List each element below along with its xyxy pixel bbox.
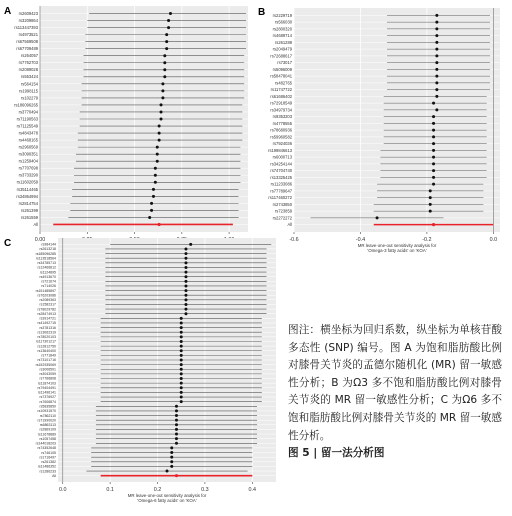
estimate-point bbox=[163, 54, 166, 57]
x-tick-label: 0.4 bbox=[248, 487, 257, 493]
snp-label: rs73017 bbox=[277, 60, 292, 66]
snp-label: rs12466812 bbox=[37, 265, 56, 270]
estimate-point bbox=[435, 48, 438, 51]
estimate-point bbox=[180, 396, 183, 399]
snp-label: rs73101716 bbox=[37, 358, 56, 363]
snp-label: rs35114465 bbox=[16, 186, 38, 192]
snp-label: rs113447393 bbox=[14, 25, 38, 31]
estimate-point bbox=[165, 47, 168, 50]
snp-label: rs553424 bbox=[20, 74, 38, 80]
snp-label: rs10931570 bbox=[37, 409, 56, 414]
all-estimate-point bbox=[158, 223, 161, 226]
estimate-point bbox=[376, 216, 379, 219]
snp-label: rs71990020 bbox=[37, 418, 56, 423]
all-label: All bbox=[52, 473, 56, 478]
estimate-point bbox=[435, 88, 438, 91]
snp-label: rs3781316 bbox=[39, 325, 56, 330]
estimate-point bbox=[170, 446, 173, 449]
snp-label: rs152935069 bbox=[35, 362, 56, 367]
estimate-point bbox=[429, 210, 432, 213]
snp-label: rs2613218 bbox=[39, 247, 56, 252]
snp-label: rs59960582 bbox=[270, 134, 292, 140]
snp-label: rs3209864 bbox=[18, 17, 38, 23]
panel-c-forest-plot bbox=[4, 238, 276, 503]
estimate-point bbox=[435, 95, 438, 98]
x-axis-title: 'Omega-3 fatty acids' on 'KOA' bbox=[367, 248, 427, 254]
snp-label: rs13325425 bbox=[270, 174, 292, 180]
x-tick-label: 0.0 bbox=[489, 237, 498, 243]
all-label: All bbox=[287, 222, 292, 228]
all-estimate-point bbox=[175, 474, 178, 477]
estimate-point bbox=[429, 196, 432, 199]
snp-label: rs6000713 bbox=[272, 154, 292, 160]
snp-label: rs34785713 bbox=[37, 261, 56, 266]
snp-label: rs2609423 bbox=[18, 10, 38, 16]
estimate-point bbox=[175, 442, 178, 445]
estimate-point bbox=[184, 261, 187, 264]
estimate-point bbox=[170, 460, 173, 463]
estimate-point bbox=[432, 162, 435, 165]
estimate-point bbox=[432, 129, 435, 132]
caption-figure-title: 图 5 | 留一法分析图 bbox=[288, 447, 385, 460]
estimate-point bbox=[165, 40, 168, 43]
estimate-point bbox=[435, 81, 438, 84]
snp-label: rs721674 bbox=[41, 279, 56, 284]
estimate-point bbox=[154, 174, 157, 177]
panel-letter: A bbox=[4, 6, 12, 17]
estimate-point bbox=[180, 368, 183, 371]
estimate-point bbox=[435, 34, 438, 37]
snp-label: rs714026 bbox=[41, 284, 56, 289]
snp-label: rs102279 bbox=[20, 95, 38, 101]
estimate-point bbox=[184, 303, 187, 306]
snp-label: rs2800320 bbox=[272, 26, 292, 32]
snp-label: rs61686402 bbox=[270, 93, 292, 99]
snp-label: rs151485897 bbox=[35, 288, 56, 293]
estimate-point bbox=[150, 202, 153, 205]
snp-label: rs564154 bbox=[20, 81, 38, 87]
snp-label: rs3043059 bbox=[39, 372, 56, 377]
snp-label: rs1259404 bbox=[18, 158, 38, 164]
caption-body: 图注：横坐标为回归系数，纵坐标为单核苷酸多态性 (SNP) 编号。图 A 为饱和脂肪酸比例对膝骨关节炎的孟德尔随机化 (MR) 留一敏感性分析；B 为Ω3 多不饱和脂肪酸比例对膝骨关节炎的 MR 留一敏感性分析；C 为Ω6 多不饱和脂肪酸比例对膝骨关节炎的 MR 留一敏感性分析。 bbox=[288, 324, 502, 442]
x-tick-label: -0.4 bbox=[355, 237, 366, 243]
snp-label: rs7766808 bbox=[39, 376, 56, 381]
snp-label: rs113518564 bbox=[35, 256, 56, 261]
snp-label: rs186096265 bbox=[14, 102, 38, 108]
snp-label: rs7707698 bbox=[18, 165, 38, 171]
snp-label: rs74704740 bbox=[270, 168, 292, 174]
x-axis-title: MR leave-one-out sensitivity analysis for bbox=[127, 493, 207, 498]
snp-label: rs261399 bbox=[20, 207, 38, 213]
snp-label: rs76203086 bbox=[37, 293, 56, 298]
x-tick-label: -0.6 bbox=[289, 237, 299, 243]
estimate-point bbox=[432, 176, 435, 179]
estimate-point bbox=[156, 160, 159, 163]
estimate-point bbox=[180, 326, 183, 329]
snp-label: rs1582317 bbox=[39, 302, 56, 307]
snp-label: rs2049479 bbox=[272, 46, 292, 52]
plot-background bbox=[294, 8, 500, 232]
snp-label: rs3770494 bbox=[18, 109, 38, 115]
snp-label: rs11874103 bbox=[37, 381, 56, 386]
estimate-point bbox=[435, 41, 438, 44]
estimate-point bbox=[184, 252, 187, 255]
estimate-point bbox=[175, 414, 178, 417]
estimate-point bbox=[169, 12, 172, 15]
snp-label: rs34979734 bbox=[270, 107, 292, 113]
estimate-point bbox=[180, 377, 183, 380]
snp-label: rs199846613 bbox=[268, 147, 292, 153]
snp-label: rs117460272 bbox=[268, 195, 292, 201]
snp-label: rs2869109 bbox=[39, 427, 56, 432]
snp-label: rs79404491 bbox=[37, 385, 56, 390]
estimate-point bbox=[148, 216, 151, 219]
estimate-point bbox=[184, 247, 187, 250]
estimate-point bbox=[170, 451, 173, 454]
snp-label: rs72918549 bbox=[270, 100, 292, 106]
panel-letter: C bbox=[4, 238, 12, 249]
snp-label: rs11496141 bbox=[37, 390, 56, 395]
x-tick-label: 0.1 bbox=[106, 487, 114, 493]
snp-label: rs41492715 bbox=[37, 321, 56, 326]
snp-label: rs2960569 bbox=[18, 144, 38, 150]
snp-label: rs71190563 bbox=[16, 116, 38, 122]
snp-label: rs984144 bbox=[41, 242, 56, 247]
snp-label: rs1057458 bbox=[39, 436, 56, 441]
snp-label: rs11747722 bbox=[270, 87, 292, 93]
snp-label: rs261289 bbox=[274, 39, 292, 45]
estimate-point bbox=[432, 149, 435, 152]
estimate-point bbox=[175, 437, 178, 440]
snp-label: rs2814754 bbox=[18, 200, 38, 206]
snp-label: rs67569508 bbox=[16, 39, 38, 45]
snp-label: rs723859 bbox=[274, 208, 292, 214]
estimate-point bbox=[184, 275, 187, 278]
snp-label: rs144018203 bbox=[35, 441, 56, 446]
estimate-point bbox=[432, 156, 435, 159]
estimate-point bbox=[432, 115, 435, 118]
snp-label: rs78029782 bbox=[37, 307, 56, 312]
estimate-point bbox=[175, 428, 178, 431]
snp-label: rs34864994 bbox=[16, 193, 38, 199]
snp-label: rs2743850 bbox=[272, 201, 292, 207]
estimate-point bbox=[152, 188, 155, 191]
x-tick-label: 0.00 bbox=[34, 237, 46, 243]
snp-label: rs2229719 bbox=[272, 12, 292, 18]
x-tick-label: 0.0 bbox=[58, 487, 67, 493]
snp-label: rs1716497 bbox=[39, 455, 56, 460]
snp-label: rs5835850 bbox=[39, 404, 56, 409]
estimate-point bbox=[163, 61, 166, 64]
snp-label: rs2272272 bbox=[272, 215, 292, 221]
estimate-point bbox=[161, 96, 164, 99]
estimate-point bbox=[180, 349, 183, 352]
estimate-point bbox=[180, 345, 183, 348]
snp-label: rs7376927 bbox=[39, 395, 56, 400]
estimate-point bbox=[165, 33, 168, 36]
snp-label: rs7862110 bbox=[39, 413, 56, 418]
snp-label: rs1286233 bbox=[39, 469, 56, 474]
estimate-point bbox=[435, 75, 438, 78]
x-tick-label: -0.2 bbox=[422, 237, 432, 243]
estimate-point bbox=[429, 189, 432, 192]
snp-label: rs9353203 bbox=[272, 114, 292, 120]
estimate-point bbox=[154, 181, 157, 184]
snp-label: rs4468165 bbox=[18, 137, 38, 143]
x-axis-title: 'Omega-6 fatty acids' on 'KOA' bbox=[137, 498, 197, 504]
estimate-point bbox=[175, 433, 178, 436]
x-axis-title: MR leave-one-out sensitivity analysis for bbox=[357, 243, 437, 248]
estimate-point bbox=[180, 372, 183, 375]
estimate-point bbox=[170, 465, 173, 468]
snp-label: rs185096285 bbox=[35, 251, 56, 256]
estimate-point bbox=[432, 142, 435, 145]
estimate-point bbox=[180, 400, 183, 403]
snp-label: rs264057 bbox=[20, 53, 38, 59]
estimate-point bbox=[189, 243, 192, 246]
estimate-point bbox=[184, 266, 187, 269]
snp-label: rs3006501 bbox=[39, 367, 56, 372]
estimate-point bbox=[158, 132, 161, 135]
estimate-point bbox=[156, 146, 159, 149]
estimate-point bbox=[435, 108, 438, 111]
estimate-point bbox=[175, 423, 178, 426]
snp-label: rs67709489 bbox=[16, 46, 38, 52]
snp-label: rs2089363 bbox=[39, 298, 56, 303]
estimate-point bbox=[163, 75, 166, 78]
estimate-point bbox=[170, 456, 173, 459]
snp-label: rs771849 bbox=[41, 353, 56, 358]
estimate-point bbox=[158, 139, 161, 142]
estimate-point bbox=[180, 359, 183, 362]
snp-label: rs4778555 bbox=[272, 120, 292, 126]
estimate-point bbox=[175, 419, 178, 422]
estimate-point bbox=[180, 382, 183, 385]
snp-label: rs13640400 bbox=[37, 348, 56, 353]
x-tick-label: 0.2 bbox=[153, 487, 162, 493]
estimate-point bbox=[180, 363, 183, 366]
estimate-point bbox=[180, 335, 183, 338]
snp-label: rs3914721 bbox=[39, 316, 56, 321]
estimate-point bbox=[184, 284, 187, 287]
snp-label: rs28474913 bbox=[37, 311, 56, 316]
snp-label: rs5096009 bbox=[272, 66, 292, 72]
estimate-point bbox=[160, 110, 163, 113]
snp-label: rs77789647 bbox=[270, 188, 292, 194]
snp-label: rs7606874 bbox=[39, 399, 56, 404]
snp-label: rs1124895 bbox=[39, 270, 56, 275]
snp-label: rs78680936 bbox=[270, 127, 292, 133]
snp-label: rs11602059 bbox=[16, 179, 38, 185]
snp-label: rs12812750 bbox=[37, 344, 56, 349]
snp-label: rs7924036 bbox=[272, 141, 292, 147]
snp-label: rs13062319 bbox=[37, 330, 56, 335]
estimate-point bbox=[158, 125, 161, 128]
estimate-point bbox=[432, 122, 435, 125]
estimate-point bbox=[180, 331, 183, 334]
snp-label: rs261559 bbox=[20, 214, 38, 220]
snp-label: rs3733290 bbox=[18, 172, 38, 178]
panel-a-forest-plot bbox=[4, 6, 248, 253]
estimate-point bbox=[180, 321, 183, 324]
all-label: All bbox=[33, 221, 38, 227]
snp-label: rs566030 bbox=[274, 19, 292, 25]
estimate-point bbox=[435, 68, 438, 71]
estimate-point bbox=[435, 27, 438, 30]
all-estimate-point bbox=[432, 223, 435, 226]
estimate-point bbox=[435, 21, 438, 24]
estimate-point bbox=[435, 54, 438, 57]
estimate-point bbox=[184, 289, 187, 292]
snp-label: rs2089028 bbox=[18, 67, 38, 73]
estimate-point bbox=[180, 391, 183, 394]
estimate-point bbox=[180, 317, 183, 320]
estimate-point bbox=[184, 280, 187, 283]
estimate-point bbox=[175, 405, 178, 408]
snp-label: rs482765 bbox=[274, 80, 292, 86]
estimate-point bbox=[156, 153, 159, 156]
snp-label: rs4843478 bbox=[18, 130, 38, 136]
snp-label: rs71125549 bbox=[16, 123, 38, 129]
estimate-point bbox=[175, 409, 178, 412]
estimate-point bbox=[435, 61, 438, 64]
snp-label: rs34254144 bbox=[270, 161, 292, 167]
estimate-point bbox=[432, 169, 435, 172]
estimate-point bbox=[184, 294, 187, 297]
snp-label: rs11233086 bbox=[270, 181, 292, 187]
estimate-point bbox=[435, 14, 438, 17]
estimate-point bbox=[161, 89, 164, 92]
estimate-point bbox=[432, 183, 435, 186]
snp-label: rs6863113 bbox=[39, 423, 56, 428]
x-tick-label: 0.3 bbox=[201, 487, 209, 493]
snp-label: rs4973521 bbox=[18, 32, 38, 38]
estimate-point bbox=[150, 209, 153, 212]
snp-label: rs261382 bbox=[41, 460, 56, 465]
estimate-point bbox=[167, 19, 170, 22]
snp-label: rs11678889 bbox=[37, 432, 56, 437]
snp-label: rs1998115 bbox=[18, 88, 38, 94]
estimate-point bbox=[160, 103, 163, 106]
snp-label: rs3090351 bbox=[18, 151, 38, 157]
estimate-point bbox=[184, 298, 187, 301]
estimate-point bbox=[152, 195, 155, 198]
estimate-point bbox=[160, 118, 163, 121]
figure-caption bbox=[288, 322, 502, 463]
snp-label: rs4913670 bbox=[39, 274, 56, 279]
panel-b-forest-plot bbox=[258, 7, 500, 253]
estimate-point bbox=[180, 354, 183, 357]
snp-label: rs746105 bbox=[41, 450, 56, 455]
snp-label: rs117301217 bbox=[35, 339, 56, 344]
snp-label: rs74352648 bbox=[37, 446, 56, 451]
estimate-point bbox=[184, 312, 187, 315]
panel-letter: B bbox=[258, 7, 266, 18]
estimate-point bbox=[429, 203, 432, 206]
estimate-point bbox=[184, 308, 187, 311]
snp-label: rs58478041 bbox=[270, 73, 292, 79]
estimate-point bbox=[184, 271, 187, 274]
estimate-point bbox=[184, 257, 187, 260]
estimate-point bbox=[154, 167, 157, 170]
snp-label: rs4689714 bbox=[272, 33, 292, 39]
snp-label: rs11486352 bbox=[37, 464, 56, 469]
estimate-point bbox=[166, 470, 169, 473]
estimate-point bbox=[180, 340, 183, 343]
snp-label: rs78020103 bbox=[37, 335, 56, 340]
estimate-point bbox=[163, 68, 166, 71]
estimate-point bbox=[180, 386, 183, 389]
snp-label: rs7762703 bbox=[18, 60, 38, 66]
estimate-point bbox=[432, 102, 435, 105]
estimate-point bbox=[432, 135, 435, 138]
estimate-point bbox=[167, 26, 170, 29]
estimate-point bbox=[161, 82, 164, 85]
snp-label: rs72688617 bbox=[270, 53, 292, 59]
